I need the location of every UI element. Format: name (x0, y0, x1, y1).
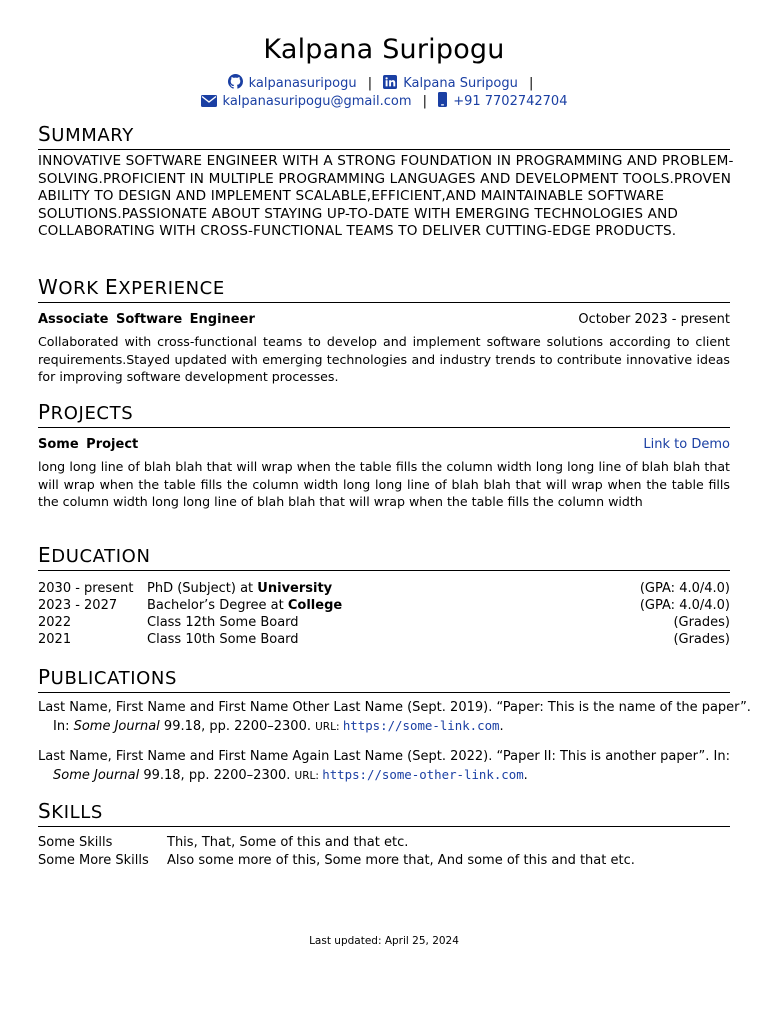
education-row (38, 581, 730, 598)
separator: | (422, 94, 428, 109)
education-row (38, 598, 730, 615)
section-title-education: EDUCATION (38, 545, 730, 571)
last-updated: Last updated: April 25, 2024 (309, 935, 459, 947)
publication-url[interactable]: https://some-other-link.com (322, 766, 524, 782)
separator: | (367, 76, 373, 91)
skill-row (38, 835, 635, 853)
resume-name: Kalpana Suripogu (263, 34, 505, 65)
phone-number: +91 7702742704 (453, 94, 568, 109)
publication-entry: Last Name, First Name and First Name Again Last Name (Sept. 2022). “Paper II: This is another paper”. In: Some Journal 99.18, pp. 2200–2300. URL: https://some-other-link.com. (38, 749, 730, 783)
education-row (38, 632, 730, 649)
github-handle: kalpanasuripogu (248, 76, 357, 91)
education-degree: Bachelor’s Degree at College (147, 598, 343, 613)
education-dates: 2030 - present (38, 581, 134, 596)
job-description: Collaborated with cross-functional teams to develop and implement software solutions according to client requirements.Stayed updated with emerging technologies and industry trends to contribute innovative ideas for improving software development processes. (38, 334, 730, 385)
publication-entry: Last Name, First Name and First Name Other Last Name (Sept. 2019). “Paper: This is the name of the paper”. In: Some Journal 99.18, pp. 2200–2300. URL: https://some-link.com. (38, 700, 751, 734)
publication-url[interactable]: https://some-link.com (342, 717, 500, 733)
skill-value: Also some more of this, Some more that, And some of this and that etc. (167, 853, 635, 868)
project-entry-header (38, 437, 730, 453)
skill-label: Some Skills (38, 835, 113, 850)
skill-label: Some More Skills (38, 853, 149, 868)
education-dates: 2023 - 2027 (38, 598, 118, 613)
email-address: kalpanasuripogu@gmail.com (222, 94, 412, 109)
work-entry-header (38, 312, 730, 328)
education-degree: PhD (Subject) at University (147, 581, 333, 596)
education-table (38, 581, 730, 649)
project-description: long long line of blah blah that will wrap when the table fills the column width long long line of blah blah that will wrap when the table fills the column width long long line of blah blah that will wrap when the table fills the column width long long line of blah blah that will wrap when the table fills the column width (38, 459, 730, 510)
project-demo-link[interactable]: Link to Demo (643, 437, 730, 452)
job-title: Associate Software Engineer (38, 312, 255, 327)
linkedin-link[interactable] (383, 76, 522, 91)
education-degree: Class 12th Some Board (147, 615, 299, 630)
section-title-summary: SUMMARY (38, 124, 730, 150)
education-grade: (Grades) (673, 615, 730, 630)
education-grade: (GPA: 4.0/4.0) (639, 581, 730, 596)
education-dates: 2021 (38, 632, 72, 647)
email-link[interactable] (201, 94, 416, 109)
education-grade: (Grades) (673, 632, 730, 647)
section-title-skills: SKILLS (38, 801, 730, 827)
education-row (38, 615, 730, 632)
contact-line-2 (0, 92, 768, 110)
linkedin-handle: Kalpana Suripogu (403, 76, 518, 91)
project-name: Some Project (38, 437, 139, 452)
job-dates: October 2023 - present (578, 312, 730, 327)
separator: | (528, 76, 534, 91)
section-title-projects: PROJECTS (38, 402, 730, 428)
summary-text: INNOVATIVE SOFTWARE ENGINEER WITH A STRONG FOUNDATION IN PROGRAMMING AND PROBLEM-SOLVING.PROFICIENT IN MULTIPLE PROGRAMMING LANGUAGES AND DEVELOPMENT TOOLS.PROVEN ABILITY TO DESIGN AND IMPLEMENT SCALABLE,EFFICIENT,AND MAINTAINABLE SOFTWARE SOLUTIONS.PASSIONATE ABOUT STAYING UP-TO-DATE WITH EMERGING TECHNOLOGIES AND COLLABORATING WITH CROSS-FUNCTIONAL TEAMS TO DELIVER CUTTING-EDGE PRODUCTS. (38, 153, 734, 240)
github-icon (228, 74, 243, 89)
education-degree: Class 10th Some Board (147, 632, 299, 647)
section-title-publications: PUBLICATIONS (38, 667, 730, 693)
phone-link[interactable] (438, 94, 567, 109)
mobile-phone-icon (438, 92, 447, 107)
education-grade: (GPA: 4.0/4.0) (639, 598, 730, 613)
section-title-work-experience: WORK EXPERIENCE (38, 277, 730, 303)
skill-row (38, 853, 635, 871)
linkedin-icon (383, 75, 397, 89)
github-link[interactable] (228, 76, 361, 91)
skill-value: This, That, Some of this and that etc. (167, 835, 409, 850)
education-dates: 2022 (38, 615, 72, 630)
skills-table (38, 835, 635, 871)
envelope-icon (201, 95, 217, 107)
contact-line-1 (0, 74, 768, 92)
